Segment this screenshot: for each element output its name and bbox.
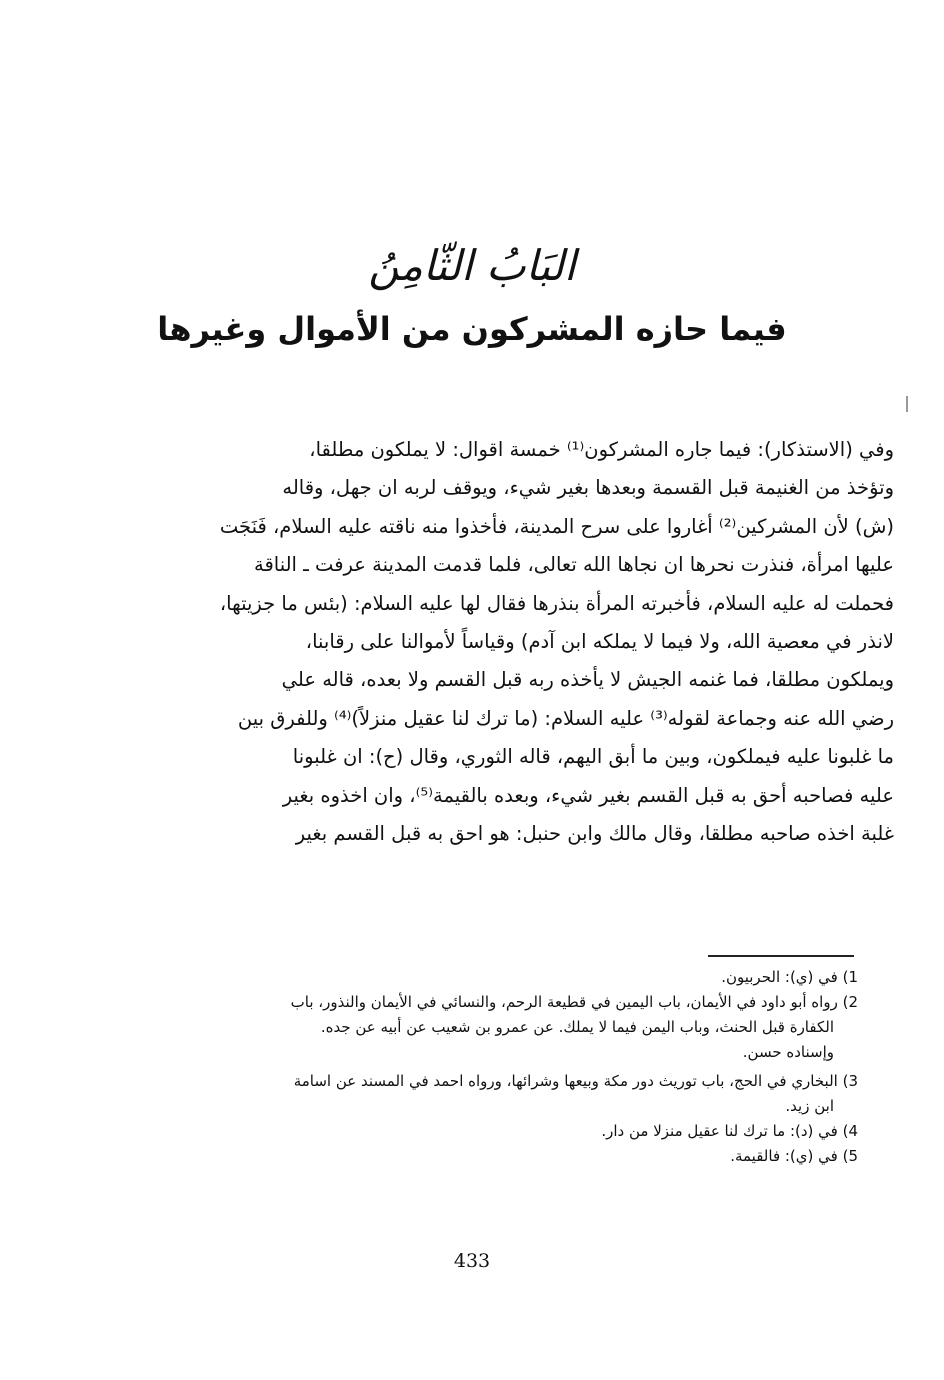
- footnote-2: 2) رواه أبو داود في الأيمان، باب اليمين في قطيعة الرحم، والنسائي في الأيمان والنذور، باب: [290, 993, 858, 1011]
- body-line: رضي الله عنه وجماعة لقوله⁽³⁾ عليه السلام: (ما ترك لنا عقيل منزلاً)⁽⁴⁾ وللفرق بين: [237, 706, 894, 730]
- body-line: عليه فصاحبه أحق به قبل القسم بغير شيء، وبعده بالقيمة⁽⁵⁾، وان اخذوه بغير: [282, 783, 894, 807]
- body-line: ويملكون مطلقا، فما غنمه الجيش لا يأخذه ربه قبل القسم ولا بعده، قاله علي: [281, 668, 894, 692]
- body-line: لانذر في معصية الله، ولا فيما لا يملكه ابن آدم) وقياساً لأموالنا على رقابنا،: [305, 629, 894, 653]
- footnote-4: 4) في (د): ما ترك لنا عقيل منزلا من دار.: [601, 1122, 858, 1140]
- body-line: (ش) لأن المشركين⁽²⁾ أغاروا على سرح المدينة، فأخذوا منه ناقته عليه السلام، فَنَجَت: [219, 514, 894, 538]
- footnote-2-cont: الكفارة قبل الحنث، وباب اليمن فيما لا يملك. عن عمرو بن شعيب عن أبيه عن جده.: [320, 1018, 834, 1036]
- body-line: ما غلبونا عليه فيملكون، وبين ما أبق اليهم، قاله الثوري، وقال (ح): ان غلبونا: [292, 745, 894, 769]
- footnote-5: 5) في (ي): فالقيمة.: [730, 1147, 858, 1165]
- body-line: وتؤخذ من الغنيمة قبل القسمة وبعدها بغير شيء، ويوقف لربه ان جهل، وقاله: [282, 476, 894, 500]
- chapter-title: البَابُ الثّامِنُ: [368, 241, 576, 290]
- footnote-2-cont: وإسناده حسن.: [742, 1043, 834, 1061]
- page-number: 433: [453, 1250, 491, 1272]
- footnotes: [178, 965, 858, 1169]
- body-line: عليها امرأة، فنذرت نحرها ان نجاها الله تعالى، فلما قدمت المدينة عرفت ـ الناقة: [253, 553, 894, 577]
- footnote-1: 1) في (ي): الحربيون.: [721, 968, 858, 986]
- footnote-divider: [708, 955, 854, 957]
- footnote-3-cont: ابن زيد.: [785, 1097, 834, 1115]
- body-text: [182, 431, 894, 853]
- body-line: غلبة اخذه صاحبه مطلقا، وقال مالك وابن حنبل: هو احق به قبل القسم بغير: [295, 821, 894, 845]
- footnote-3: 3) البخاري في الحج، باب توريث دور مكة وبيعها وشرائها، ورواه احمد في المسند عن اسامة: [293, 1072, 858, 1090]
- body-line: وفي (الاستذكار): فيما جاره المشركون⁽¹⁾ خمسة اقوال: لا يملكون مطلقا،: [309, 438, 894, 461]
- scan-mark: [906, 396, 908, 412]
- chapter-subtitle: فيما حازه المشركون من الأموال وغيرها: [157, 310, 787, 348]
- body-line: فحملت له عليه السلام، فأخبرته المرأة بنذرها فقال لها عليه السلام: (بئس ما جزيتها،: [219, 591, 894, 615]
